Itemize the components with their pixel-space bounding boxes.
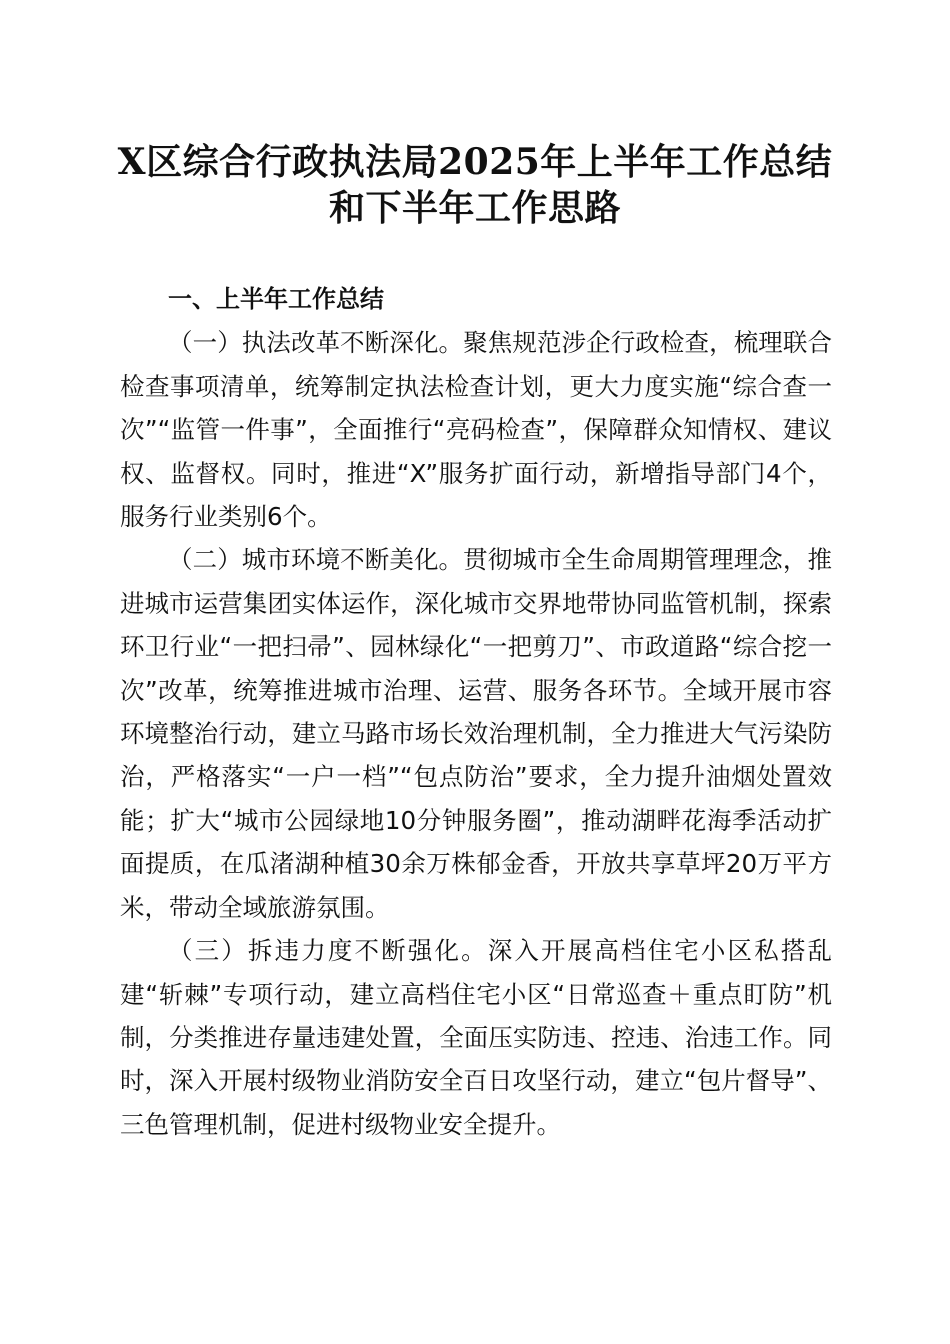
paragraph-lead: （一）执法改革不断深化。 bbox=[168, 328, 464, 358]
document-title bbox=[100, 139, 850, 231]
paragraph-text: 贯彻城市全生命周期管理理念，推进城市运营集团实体运作，深化城市交界地带协同监管机制，探索环卫行业“一把扫帚”、园林绿化“一把剪刀”、市政道路“综合挖一次”改革，统筹推进城市治理、运营、服务各环节。全域开展市容环境整治行动，建立马路市场长效治理机制，全力推进大气污染防治，严格落实“一户一档”“包点防治”要求，全力提升油烟处置效能；扩大“城市公园绿地10分钟服务圈”，推动湖畔花海季活动扩面提质，在瓜渚湖种植30余万株郁金香，开放共享草坪20万平方米，带动全域旅游氛围。 bbox=[120, 545, 833, 922]
document-body bbox=[120, 278, 832, 1146]
paragraph-text: 深入开展高档住宅小区私搭乱建“斩棘”专项行动，建立高档住宅小区“日常巡查＋重点盯防”机制，分类推进存量违建处置，全面压实防违、控违、治违工作。同时，深入开展村级物业消防安全百日攻坚行动，建立“包片督导”、三色管理机制，促进村级物业安全提升。 bbox=[120, 936, 832, 1139]
section-heading: 一、上半年工作总结 bbox=[168, 285, 384, 313]
paragraph-demolition bbox=[120, 929, 832, 1146]
paragraph-city-environment bbox=[120, 538, 832, 929]
document-title-line-1: X区综合行政执法局2025年上半年工作总结 bbox=[117, 141, 833, 183]
paragraph-law-enforcement-reform bbox=[120, 321, 832, 538]
document-title-line-2: 和下半年工作思路 bbox=[328, 187, 621, 229]
paragraph-text: 聚焦规范涉企行政检查，梳理联合检查事项清单，统筹制定执法检查计划，更大力度实施“综合查一次”“监管一件事”，全面推行“亮码检查”，保障群众知情权、建议权、监督权。同时，推进“X”服务扩面行动，新增指导部门4个，服务行业类别6个。 bbox=[120, 328, 833, 532]
paragraph-lead: （三）拆违力度不断强化。 bbox=[168, 936, 488, 966]
paragraph-lead: （二）城市环境不断美化。 bbox=[168, 545, 464, 575]
